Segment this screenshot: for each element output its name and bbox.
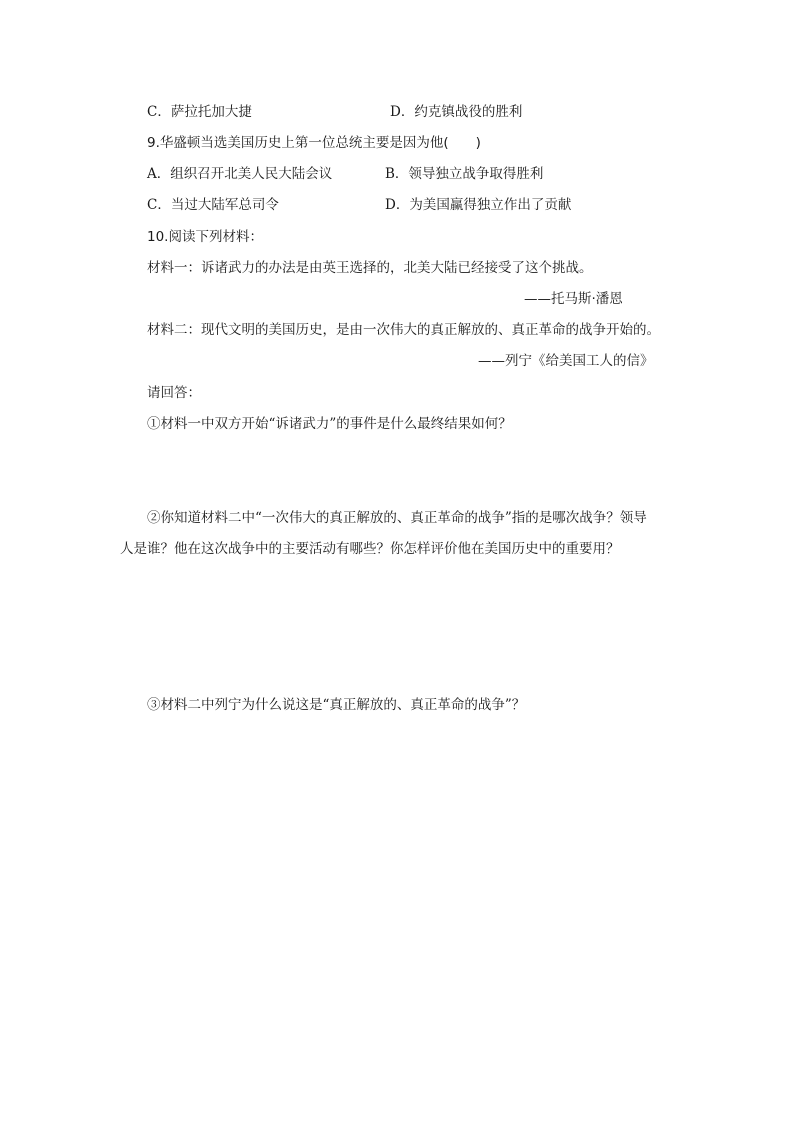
q10-source-2: ——列宁《给美国工人的信》 <box>478 353 654 369</box>
q9-option-a: A．组织召开北美人民大陆会议 <box>147 166 333 182</box>
q8-option-c: C．萨拉托加大捷 <box>147 104 252 120</box>
q10-sub-question-2-line-1: ②你知道材料二中“一次伟大的真正解放的、真正革命的战争”指的是哪次战争？领导 <box>147 510 647 526</box>
q10-sub-question-2-line-2: 人是谁？他在这次战争中的主要活动有哪些？你怎样评价他在美国历史中的重要用？ <box>120 541 620 557</box>
q9-option-c: C．当过大陆军总司令 <box>147 197 279 213</box>
q9-stem: 9.华盛顿当选美国历史上第一位总统主要是因为他( ) <box>147 135 481 151</box>
q9-option-d: D．为美国赢得独立作出了贡献 <box>385 197 572 213</box>
q8-option-d: D．约克镇战役的胜利 <box>390 104 523 120</box>
q10-material-1: 材料一：诉诸武力的办法是由英王选择的，北美大陆已经接受了这个挑战。 <box>147 260 593 276</box>
q10-sub-question-3: ③材料二中列宁为什么说这是“真正解放的、真正革命的战争”？ <box>147 697 526 713</box>
q10-material-2: 材料二：现代文明的美国历史，是由一次伟大的真正解放的、真正革命的战争开始的。 <box>147 322 660 338</box>
q10-sub-question-1: ①材料一中双方开始“诉诸武力”的事件是什么最终结果如何？ <box>147 416 512 432</box>
q10-stem: 10.阅读下列材料： <box>147 229 263 245</box>
q9-option-b: B．领导独立战争取得胜利 <box>385 166 544 182</box>
q10-source-1: ——托马斯·潘恩 <box>524 291 623 307</box>
q10-answer-prompt: 请回答： <box>147 385 201 401</box>
